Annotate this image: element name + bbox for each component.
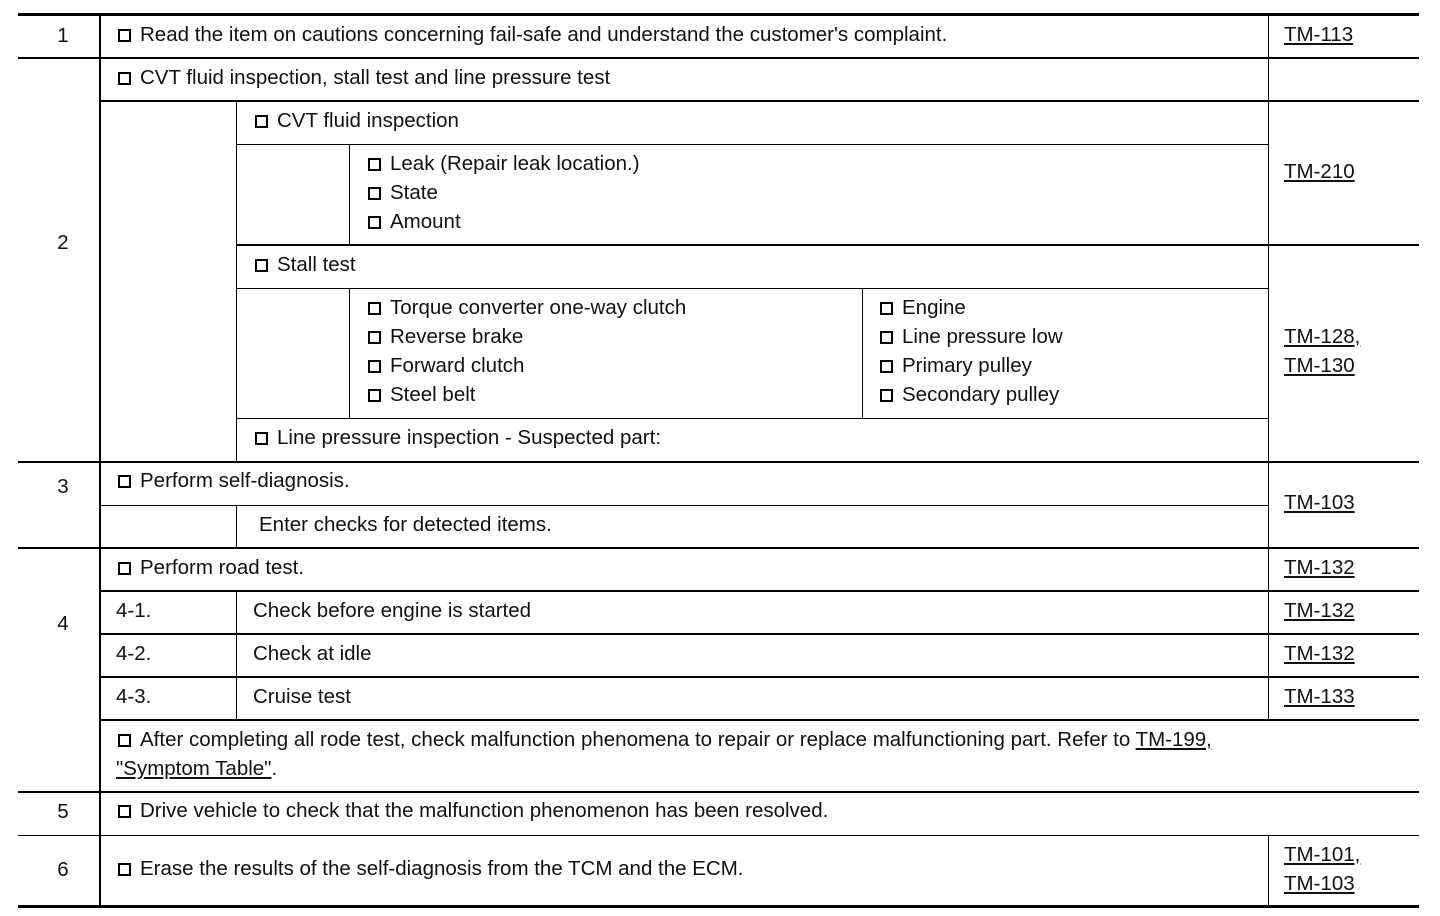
checkbox[interactable]	[118, 734, 131, 747]
checkbox[interactable]	[880, 331, 893, 344]
step-4-item	[118, 553, 304, 582]
table-bottom-border	[18, 905, 1419, 908]
ref-column-divider-3	[1268, 835, 1269, 907]
stall-item-primary-pulley	[880, 351, 1032, 380]
row-divider-2c	[237, 244, 1419, 246]
road-test-row-id: 4-1.	[116, 599, 152, 622]
ref-link-tm210[interactable]: TM-210	[1284, 160, 1355, 183]
step-3-sub-text: Enter checks for detected items.	[259, 513, 552, 536]
checkbox[interactable]	[118, 475, 131, 488]
checkbox[interactable]	[118, 805, 131, 818]
row-divider-3a	[100, 505, 1269, 506]
step-5-text: Drive vehicle to check that the malfunction phenomenon has been resolved.	[140, 799, 829, 822]
step-5-item	[118, 796, 828, 825]
step-2-text: CVT fluid inspection, stall test and line pressure test	[140, 66, 611, 89]
step-3-item	[118, 466, 350, 495]
sub-column-divider-4	[236, 590, 237, 720]
stall-item-engine	[880, 293, 966, 322]
fluid-inspection-title: CVT fluid inspection	[277, 109, 459, 132]
checkbox[interactable]	[880, 360, 893, 373]
row-divider-2e	[237, 418, 1269, 419]
stall-item-steel-belt	[368, 380, 475, 409]
fluid-item-leak	[368, 149, 640, 178]
stall-columns-divider	[862, 288, 863, 419]
line-pressure-text: Line pressure inspection - Suspected part:	[277, 426, 662, 449]
symptom-table-link[interactable]: "Symptom Table"	[116, 757, 272, 780]
checkbox[interactable]	[368, 216, 381, 229]
row-divider-4a	[100, 590, 1419, 592]
row-divider-2d	[237, 288, 1269, 289]
row-divider-1-2	[18, 57, 1419, 59]
row-divider-5-6	[18, 835, 1419, 836]
stall-item-label: Steel belt	[390, 383, 476, 406]
row-divider-2a	[100, 100, 1419, 102]
checkbox[interactable]	[880, 302, 893, 315]
step-number-column-divider	[99, 13, 101, 908]
road-test-row-text: Check before engine is started	[253, 599, 532, 622]
step-2-item	[118, 63, 610, 92]
after-road-test-period: .	[271, 757, 278, 780]
fluid-inspection-item	[255, 106, 459, 135]
checkbox[interactable]	[368, 302, 381, 315]
road-test-row-text: Cruise test	[253, 685, 351, 708]
checkbox[interactable]	[255, 115, 268, 128]
road-test-row-id: 4-3.	[116, 685, 152, 708]
inner-column-divider-fluid	[349, 144, 350, 245]
checkbox[interactable]	[255, 259, 268, 272]
stall-item-line-pressure-low	[880, 322, 1063, 351]
ref-link-tm132[interactable]: TM-132	[1284, 599, 1355, 622]
ref-link-tm130[interactable]: TM-130	[1284, 354, 1355, 377]
row-divider-2b	[237, 144, 1269, 145]
row-divider-4-5	[18, 791, 1419, 793]
sub-column-divider-3	[236, 505, 237, 548]
checkbox[interactable]	[255, 432, 268, 445]
checkbox[interactable]	[368, 360, 381, 373]
step-2-number: 2	[57, 231, 69, 254]
ref-link-tm103[interactable]: TM-103	[1284, 872, 1355, 895]
sub-column-divider-2	[236, 100, 237, 462]
checkbox[interactable]	[368, 331, 381, 344]
fluid-item-amount	[368, 207, 461, 236]
ref-link-tm133[interactable]: TM-133	[1284, 685, 1355, 708]
after-road-test-item	[118, 725, 1212, 754]
stall-item-label: Primary pulley	[902, 354, 1032, 377]
step-5-number: 5	[57, 800, 69, 823]
ref-link-tm199[interactable]: TM-199,	[1135, 728, 1212, 751]
line-pressure-item	[255, 423, 661, 452]
step-3-number: 3	[57, 475, 69, 498]
stall-item-label: Torque converter one-way clutch	[390, 296, 687, 319]
stall-item-label: Engine	[902, 296, 966, 319]
step-1-number: 1	[57, 24, 69, 47]
checkbox[interactable]	[880, 389, 893, 402]
checkbox[interactable]	[118, 562, 131, 575]
stall-item-forward-clutch	[368, 351, 524, 380]
ref-link-tm113[interactable]: TM-113	[1284, 23, 1354, 46]
step-1-text: Read the item on cautions concerning fail-safe and understand the customer's complaint.	[140, 23, 948, 46]
inner-column-divider-stall	[349, 288, 350, 419]
step-6-number: 6	[57, 858, 69, 881]
fluid-item-state	[368, 178, 438, 207]
stall-item-label: Forward clutch	[390, 354, 525, 377]
stall-item-label: Secondary pulley	[902, 383, 1060, 406]
stall-test-title: Stall test	[277, 253, 356, 276]
stall-item-reverse-brake	[368, 322, 523, 351]
row-divider-4c	[100, 676, 1419, 678]
row-divider-2-3	[18, 461, 1419, 463]
road-test-row-id: 4-2.	[116, 642, 152, 665]
after-road-test-line2	[116, 754, 277, 783]
ref-link-tm132[interactable]: TM-132	[1284, 642, 1355, 665]
step-4-text: Perform road test.	[140, 556, 305, 579]
checkbox[interactable]	[118, 863, 131, 876]
fluid-item-label: Leak (Repair leak location.)	[390, 152, 640, 175]
checkbox[interactable]	[118, 29, 131, 42]
road-test-row-text: Check at idle	[253, 642, 372, 665]
stall-item-label: Reverse brake	[390, 325, 524, 348]
fluid-item-label: Amount	[390, 210, 461, 233]
ref-link-tm101[interactable]: TM-101,	[1284, 843, 1361, 866]
stall-test-item	[255, 250, 356, 279]
ref-column-divider-2	[1268, 590, 1269, 719]
step-1-item	[118, 20, 947, 49]
stall-item-secondary-pulley	[880, 380, 1059, 409]
ref-link-tm103[interactable]: TM-103	[1284, 491, 1355, 514]
checkbox[interactable]	[368, 389, 381, 402]
after-road-test-text: After completing all rode test, check malfunction phenomena to repair or replace malfunctioning part. Refer to	[140, 728, 1131, 751]
ref-link-tm132[interactable]: TM-132	[1284, 556, 1355, 579]
checkbox[interactable]	[118, 72, 131, 85]
fluid-item-label: State	[390, 181, 438, 204]
ref-column-divider-1	[1268, 13, 1269, 590]
row-divider-3-4	[18, 547, 1419, 549]
stall-item-label: Line pressure low	[902, 325, 1063, 348]
step-6-text: Erase the results of the self-diagnosis from the TCM and the ECM.	[140, 857, 744, 880]
step-3-text: Perform self-diagnosis.	[140, 469, 350, 492]
checkbox[interactable]	[368, 187, 381, 200]
step-4-number: 4	[57, 612, 69, 635]
row-divider-4b	[100, 633, 1419, 635]
stall-item-torque-converter	[368, 293, 686, 322]
ref-link-tm128[interactable]: TM-128,	[1284, 325, 1361, 348]
table-top-border	[18, 13, 1419, 16]
step-6-item	[118, 854, 744, 883]
checkbox[interactable]	[368, 158, 381, 171]
row-divider-4d	[100, 719, 1419, 721]
